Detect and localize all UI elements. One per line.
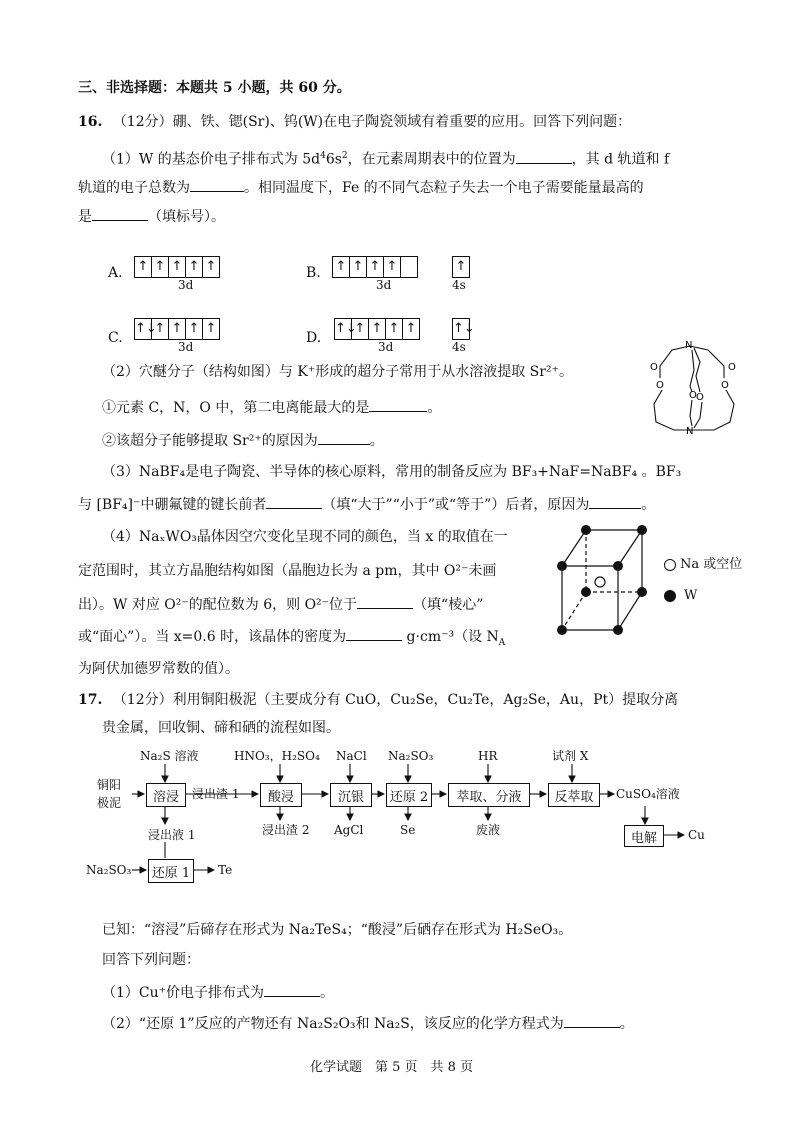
option-b-4s-label: 4s	[452, 278, 466, 292]
orbital-box: ↑	[135, 257, 152, 277]
q16-p2-line2-b: 。	[427, 400, 442, 416]
flow-na2so3-input: Na₂SO₃	[86, 863, 132, 877]
answer-blank[interactable]	[264, 982, 320, 997]
q17-known-info: 已知：“溶浸”后碲存在形式为 Na₂TeS₄；“酸浸”后硒存在形式为 H₂SeO₃。	[102, 922, 573, 938]
orbital-box: ↑	[405, 321, 417, 336]
flow-te: Te	[218, 863, 233, 877]
flow-step-reduction-1: 还原 1	[148, 859, 194, 883]
flow-step-reduction-2: 还原 2	[386, 783, 432, 807]
q17-p2	[102, 1013, 634, 1034]
reagent-na2s: Na₂S 溶液	[140, 749, 199, 763]
q16-p1-line3-a: 是	[78, 209, 92, 225]
option-a-label: A.	[108, 265, 123, 281]
q16-stem-text: （12分）硼、铁、锶(Sr)、钨(W)在电子陶瓷领域有着重要的应用。回答下列问题：	[112, 114, 632, 130]
orbital-box: ↑	[333, 257, 350, 277]
orbital-box: ↑	[455, 259, 467, 274]
q16-p4-line5: 为阿伏加德罗常数的值）。	[78, 661, 239, 677]
flow-step-electrolysis: 电解	[624, 825, 664, 847]
legend-w-label: W	[684, 588, 698, 603]
cryptand-o: O	[650, 362, 658, 373]
option-b-3d-label: 3d	[376, 278, 392, 292]
q17-number: 17.	[78, 692, 103, 708]
orbital-box: ↑	[367, 257, 384, 277]
orbital-box: ↑	[386, 319, 403, 339]
q17-stem-text: （12分）利用铜阳极泥（主要成分有 CuO，Cu₂Se，Cu₂Te，Ag₂Se，Au，Pt）提取分离	[112, 692, 679, 708]
q16-p3-line2-a: 与 [BF₄]⁻中硼氟键的键长前者	[78, 497, 267, 513]
flow-agcl: AgCl	[334, 823, 364, 837]
flow-waste-liquid: 废液	[476, 823, 501, 837]
orbital-box: ↑	[152, 319, 169, 339]
q16-p4-line2: 定范围时，其立方晶胞结构如图（晶胞边长为 a pm，其中 O²⁻未画	[78, 563, 497, 579]
q16-p1-text-b: 6s	[325, 151, 342, 168]
reagent-na2so3: Na₂SO₃	[388, 749, 434, 763]
flow-step-precipitate-silver: 沉银	[330, 783, 372, 807]
option-d-3d-label: 3d	[378, 340, 394, 354]
q16-p1-text-d: ，其 d 轨道和 f	[571, 151, 670, 168]
cryptand-n-bottom: N	[686, 426, 694, 437]
orbital-box: ↑↓	[335, 319, 352, 339]
q16-p3-line2-b: （填“大于”“小于”或“等于”）后者，原因为	[322, 497, 590, 513]
q17-stem-line2: 贵金属，回收铜、碲和硒的流程如图。	[102, 720, 340, 736]
flow-step-extraction: 萃取、分液	[448, 783, 530, 807]
flow-step-acid-leach: 酸浸	[260, 783, 302, 807]
q16-p2-line3-b: 。	[369, 433, 384, 449]
orbital-box: ↑↓	[135, 319, 152, 339]
q17-p1-text: （1）Cu⁺价电子排布式为	[102, 985, 265, 1001]
q17-p1	[102, 982, 334, 1003]
cryptand-n-top: N	[685, 340, 693, 351]
q16-p4-line3-b: （填“棱心”	[413, 597, 484, 613]
flow-cuso4-solution: CuSO₄溶液	[616, 787, 680, 801]
option-d-4s-label: 4s	[452, 340, 466, 354]
answer-blank[interactable]	[564, 1013, 620, 1028]
reagent-nacl: NaCl	[336, 749, 367, 763]
flow-cu: Cu	[688, 828, 705, 842]
q16-p4-sub: A	[498, 637, 506, 648]
cryptand-o: O	[696, 392, 704, 403]
q17-answer-intro: 回答下列问题：	[102, 952, 200, 968]
q16-p3-line2-c: 。	[641, 497, 656, 513]
q16-p1-sup2: 2	[341, 151, 348, 161]
option-a-3d-label: 3d	[178, 278, 194, 292]
orbital-box: ↑	[169, 257, 186, 277]
q16-p1-text-a: （1）W 的基态价电子排布式为 5d	[102, 151, 321, 168]
q16-p2-line3-a: ②该超分子能够提取 Sr²⁺的原因为	[102, 433, 318, 449]
cryptand-o: O	[689, 390, 697, 401]
feed-label-bottom: 极泥	[97, 796, 122, 810]
orbital-box: ↑	[369, 319, 386, 339]
option-d-label: D.	[306, 330, 322, 346]
cryptand-o: O	[656, 380, 664, 391]
q17-p2-end: 。	[619, 1016, 634, 1032]
flow-residue-2: 浸出渣 2	[262, 823, 310, 837]
flow-leachate-1: 浸出液 1	[148, 828, 196, 842]
q16-p1-line3-b: （填标号）。	[148, 209, 225, 225]
flow-step-back-extraction: 反萃取	[548, 783, 600, 807]
orbital-box: ↑	[205, 259, 217, 274]
cryptand-o: O	[721, 380, 729, 391]
option-b-label: B.	[306, 265, 321, 281]
flow-step-dissolve-leach: 溶浸	[146, 783, 186, 807]
q16-p1-text-c: ，在元素周期表中的位置为	[347, 151, 516, 168]
q16-p3-line1: （3）NaBF₄是电子陶瓷、半导体的核心原料，常用的制备反应为 BF₃+NaF=NaBF₄ 。BF₃	[102, 464, 682, 480]
section-header: 三、非选择题：本题共 5 小题，共 60 分。	[78, 80, 351, 96]
reagent-hr: HR	[478, 749, 498, 763]
reagent-x: 试剂 X	[552, 749, 589, 763]
q16-p1-line2-b: 。相同温度下，Fe 的不同气态粒子失去一个电子需要能量最高的	[244, 180, 644, 196]
orbital-box: ↑	[350, 257, 367, 277]
reagent-hno3-h2so4: HNO₃，H₂SO₄	[234, 749, 320, 763]
flow-se: Se	[400, 823, 416, 837]
orbital-box: ↑	[186, 319, 203, 339]
q17-p2-text: （2）“还原 1”反应的产物还有 Na₂S₂O₃和 Na₂S，该反应的化学方程式为	[102, 1016, 564, 1032]
q16-p4-line4-b: g·cm⁻³（设 N	[402, 629, 499, 645]
orbital-box: ↑	[205, 321, 217, 336]
orbital-box: ↑	[186, 257, 203, 277]
q16-p4-line4-a: 或“面心”）。当 x=0.6 时，该晶体的密度为	[78, 629, 347, 645]
option-c-label: C.	[108, 330, 123, 346]
q16-p4-line3-a: 出）。W 对应 O²⁻的配位数为 6，则 O²⁻位于	[78, 597, 358, 613]
q17-p1-end: 。	[320, 985, 335, 1001]
q16-number: 16.	[78, 114, 103, 130]
q16-p1-sup1: 4	[320, 151, 326, 161]
legend-na-label: Na 或空位	[680, 557, 743, 572]
q16-p2-line1: （2）穴醚分子（结构如图）与 K⁺形成的超分子常用于从水溶液提取 Sr²⁺。	[102, 364, 573, 380]
cryptand-o: O	[728, 362, 736, 373]
orbital-box: ↑	[152, 257, 169, 277]
orbital-box: ↑↓	[453, 321, 475, 336]
q16-p1-line2-a: 轨道的电子总数为	[78, 180, 190, 196]
option-c-3d-label: 3d	[178, 340, 194, 354]
page-footer: 化学试题 第 5 页 共 8 页	[310, 1060, 474, 1075]
q16-p2-line2-a: ①元素 C，N，O 中，第二电离能最大的是	[102, 400, 370, 416]
orbital-box: ↑	[352, 319, 369, 339]
orbital-box: ↑	[384, 257, 401, 277]
flow-residue-1: 浸出渣 1	[192, 787, 240, 801]
orbital-box: ↑	[169, 319, 186, 339]
q16-p4-line1: （4）NaₓWO₃晶体因空穴变化呈现不同的颜色，当 x 的取值在一	[102, 529, 508, 545]
feed-label-top: 铜阳	[97, 778, 122, 792]
